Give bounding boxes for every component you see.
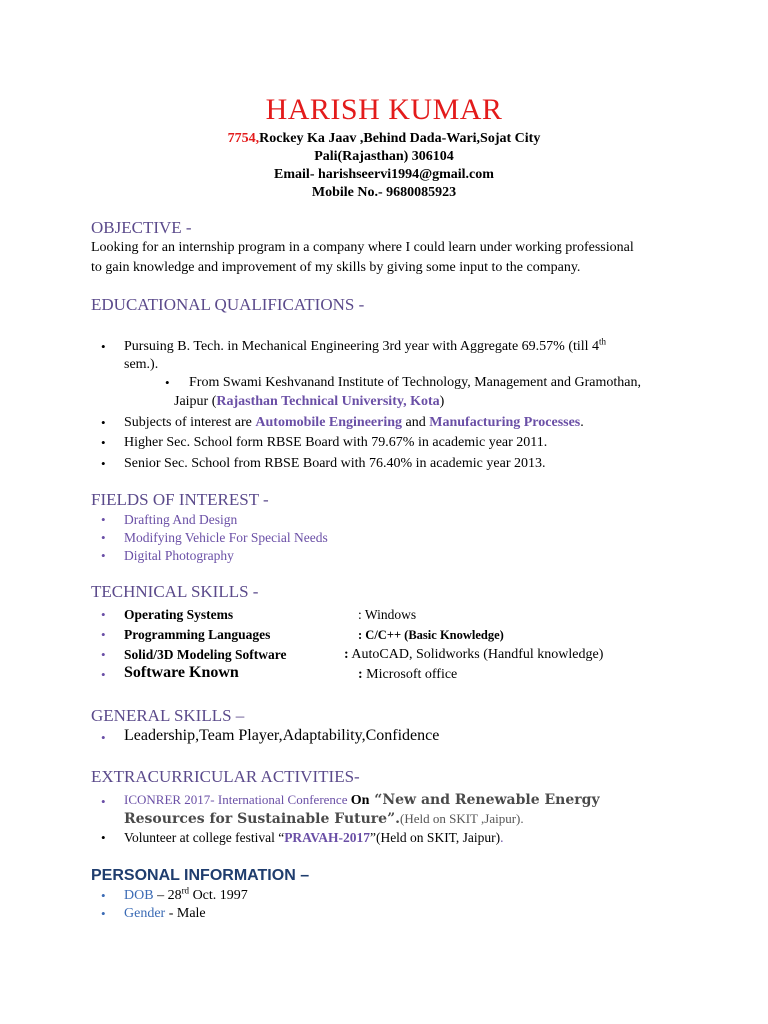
general-skills-text: Leadership,Team Player,Adaptability,Confidence — [124, 727, 440, 744]
education-item-1 — [124, 338, 606, 356]
skill-label-programming: Programming Languages — [124, 627, 271, 642]
skill-value-os: : Windows — [358, 607, 417, 622]
skill-value-software-text: Microsoft office — [362, 667, 458, 682]
bullet-dot: • — [101, 794, 106, 809]
bullet-dot: • — [101, 456, 106, 471]
sub-line-suffix: ) — [439, 394, 445, 409]
bullet-dot: • — [101, 647, 106, 662]
skill-value-programming: : C/C++ (Basic Knowledge) — [358, 628, 504, 642]
personal-heading: PERSONAL INFORMATION – — [91, 867, 310, 884]
skill-label-modeling: Solid/3D Modeling Software — [124, 647, 287, 662]
address-line-1 — [0, 130, 768, 148]
bullet-dot: • — [101, 667, 106, 682]
education-heading: EDUCATIONAL QUALIFICATIONS - — [91, 295, 365, 314]
dob-label: DOB — [124, 888, 154, 903]
skill-value-software — [358, 666, 457, 684]
dob-day: – 28 — [153, 888, 182, 903]
superscript: rd — [181, 885, 190, 896]
objective-line-2: to gain knowledge and improvement of my skills by giving some input to the company. — [91, 260, 581, 275]
bullet-dot: • — [101, 906, 106, 921]
objective-text — [91, 238, 691, 278]
general-heading: GENERAL SKILLS – — [91, 706, 245, 725]
address-number: 7754, — [227, 131, 260, 146]
skill-value-modeling — [344, 646, 603, 664]
period: . — [500, 830, 504, 845]
university-name: Rajasthan Technical University, Kota — [216, 394, 440, 409]
field-item-1: Drafting And Design — [124, 512, 238, 527]
conference-name: ICONRER 2017- International Conference — [124, 792, 351, 807]
on-word: On — [350, 793, 370, 808]
volunteer-prefix: Volunteer at college festival “ — [124, 830, 285, 845]
skill-label-os: Operating Systems — [124, 607, 234, 622]
education-item-4: Senior Sec. School from RBSE Board with 76.40% in academic year 2013. — [124, 456, 546, 471]
field-item-3: Digital Photography — [124, 548, 234, 563]
subject-manufacturing: Manufacturing Processes — [429, 415, 581, 430]
gender-value: - Male — [165, 906, 206, 921]
education-item-1-cont: sem.). — [124, 357, 159, 372]
address-line-2: Pali(Rajasthan) 306104 — [314, 149, 454, 164]
skill-label-software: Software Known — [124, 664, 239, 681]
bullet-dot: • — [101, 830, 106, 845]
extra-item-2 — [124, 829, 504, 847]
bullet-dot: • — [101, 627, 106, 642]
conference-venue: (Held on SKIT ,Jaipur). — [400, 811, 524, 826]
superscript: th — [599, 336, 607, 347]
candidate-name: HARISH KUMAR — [265, 93, 503, 126]
mobile-line: Mobile No.- 9680085923 — [311, 185, 457, 200]
extra-item-1-line-1 — [124, 791, 600, 810]
skill-value-modeling-text: AutoCAD, Solidworks (Handful knowledge) — [348, 647, 604, 662]
bullet-dot: • — [101, 730, 106, 745]
bullet-dot: • — [101, 435, 106, 450]
objective-heading: OBJECTIVE - — [91, 218, 192, 237]
gender-label: Gender — [124, 906, 166, 921]
field-item-2: Modifying Vehicle For Special Needs — [124, 530, 328, 545]
item-2-suffix: . — [580, 415, 584, 430]
education-subitem-line-2 — [174, 393, 444, 411]
technical-heading: TECHNICAL SKILLS - — [91, 582, 259, 601]
education-item-1-text: Pursuing B. Tech. in Mechanical Engineering 3rd year with Aggregate 69.57% (till 4 — [124, 339, 600, 354]
bullet-dot: • — [101, 607, 106, 622]
gender-line — [124, 905, 206, 923]
education-item-2 — [124, 414, 584, 432]
dob-line — [124, 887, 248, 905]
bullet-dot: • — [101, 530, 106, 545]
address-text: Rockey Ka Jaav ,Behind Dada-Wari,Sojat City — [259, 131, 541, 146]
education-item-3: Higher Sec. School form RBSE Board with 79.67% in academic year 2011. — [124, 435, 548, 450]
conference-title-part-2: Resources for Sustainable Future”. — [124, 811, 401, 827]
bullet-dot: • — [101, 339, 106, 354]
item-2-prefix: Subjects of interest are — [124, 415, 256, 430]
extra-item-1-line-2 — [124, 810, 524, 829]
subject-automobile: Automobile Engineering — [255, 415, 403, 430]
colon: : — [358, 667, 363, 682]
fields-heading: FIELDS OF INTEREST - — [91, 490, 269, 509]
colon: : — [344, 647, 349, 662]
bullet-dot: • — [101, 548, 106, 563]
email-line: Email- harishseervi1994@gmail.com — [274, 167, 494, 182]
festival-name: PRAVAH-2017 — [284, 830, 370, 845]
bullet-dot: • — [101, 415, 106, 430]
item-2-mid: and — [402, 415, 430, 430]
bullet-dot: • — [101, 888, 106, 903]
sub-line-prefix: Jaipur ( — [174, 394, 217, 409]
extracurricular-heading: EXTRACURRICULAR ACTIVITIES- — [91, 767, 360, 786]
objective-line-1: Looking for an internship program in a company where I could learn under working professional — [91, 240, 634, 255]
conference-title-part-1: “New and Renewable Energy — [369, 792, 600, 808]
education-subitem-line-1: From Swami Keshvanand Institute of Technology, Management and Gramothan, — [189, 375, 641, 390]
bullet-dot: • — [165, 375, 170, 390]
bullet-dot: • — [101, 512, 106, 527]
dob-month-year: Oct. 1997 — [189, 888, 248, 903]
volunteer-suffix: ”(Held on SKIT, Jaipur) — [369, 830, 501, 845]
